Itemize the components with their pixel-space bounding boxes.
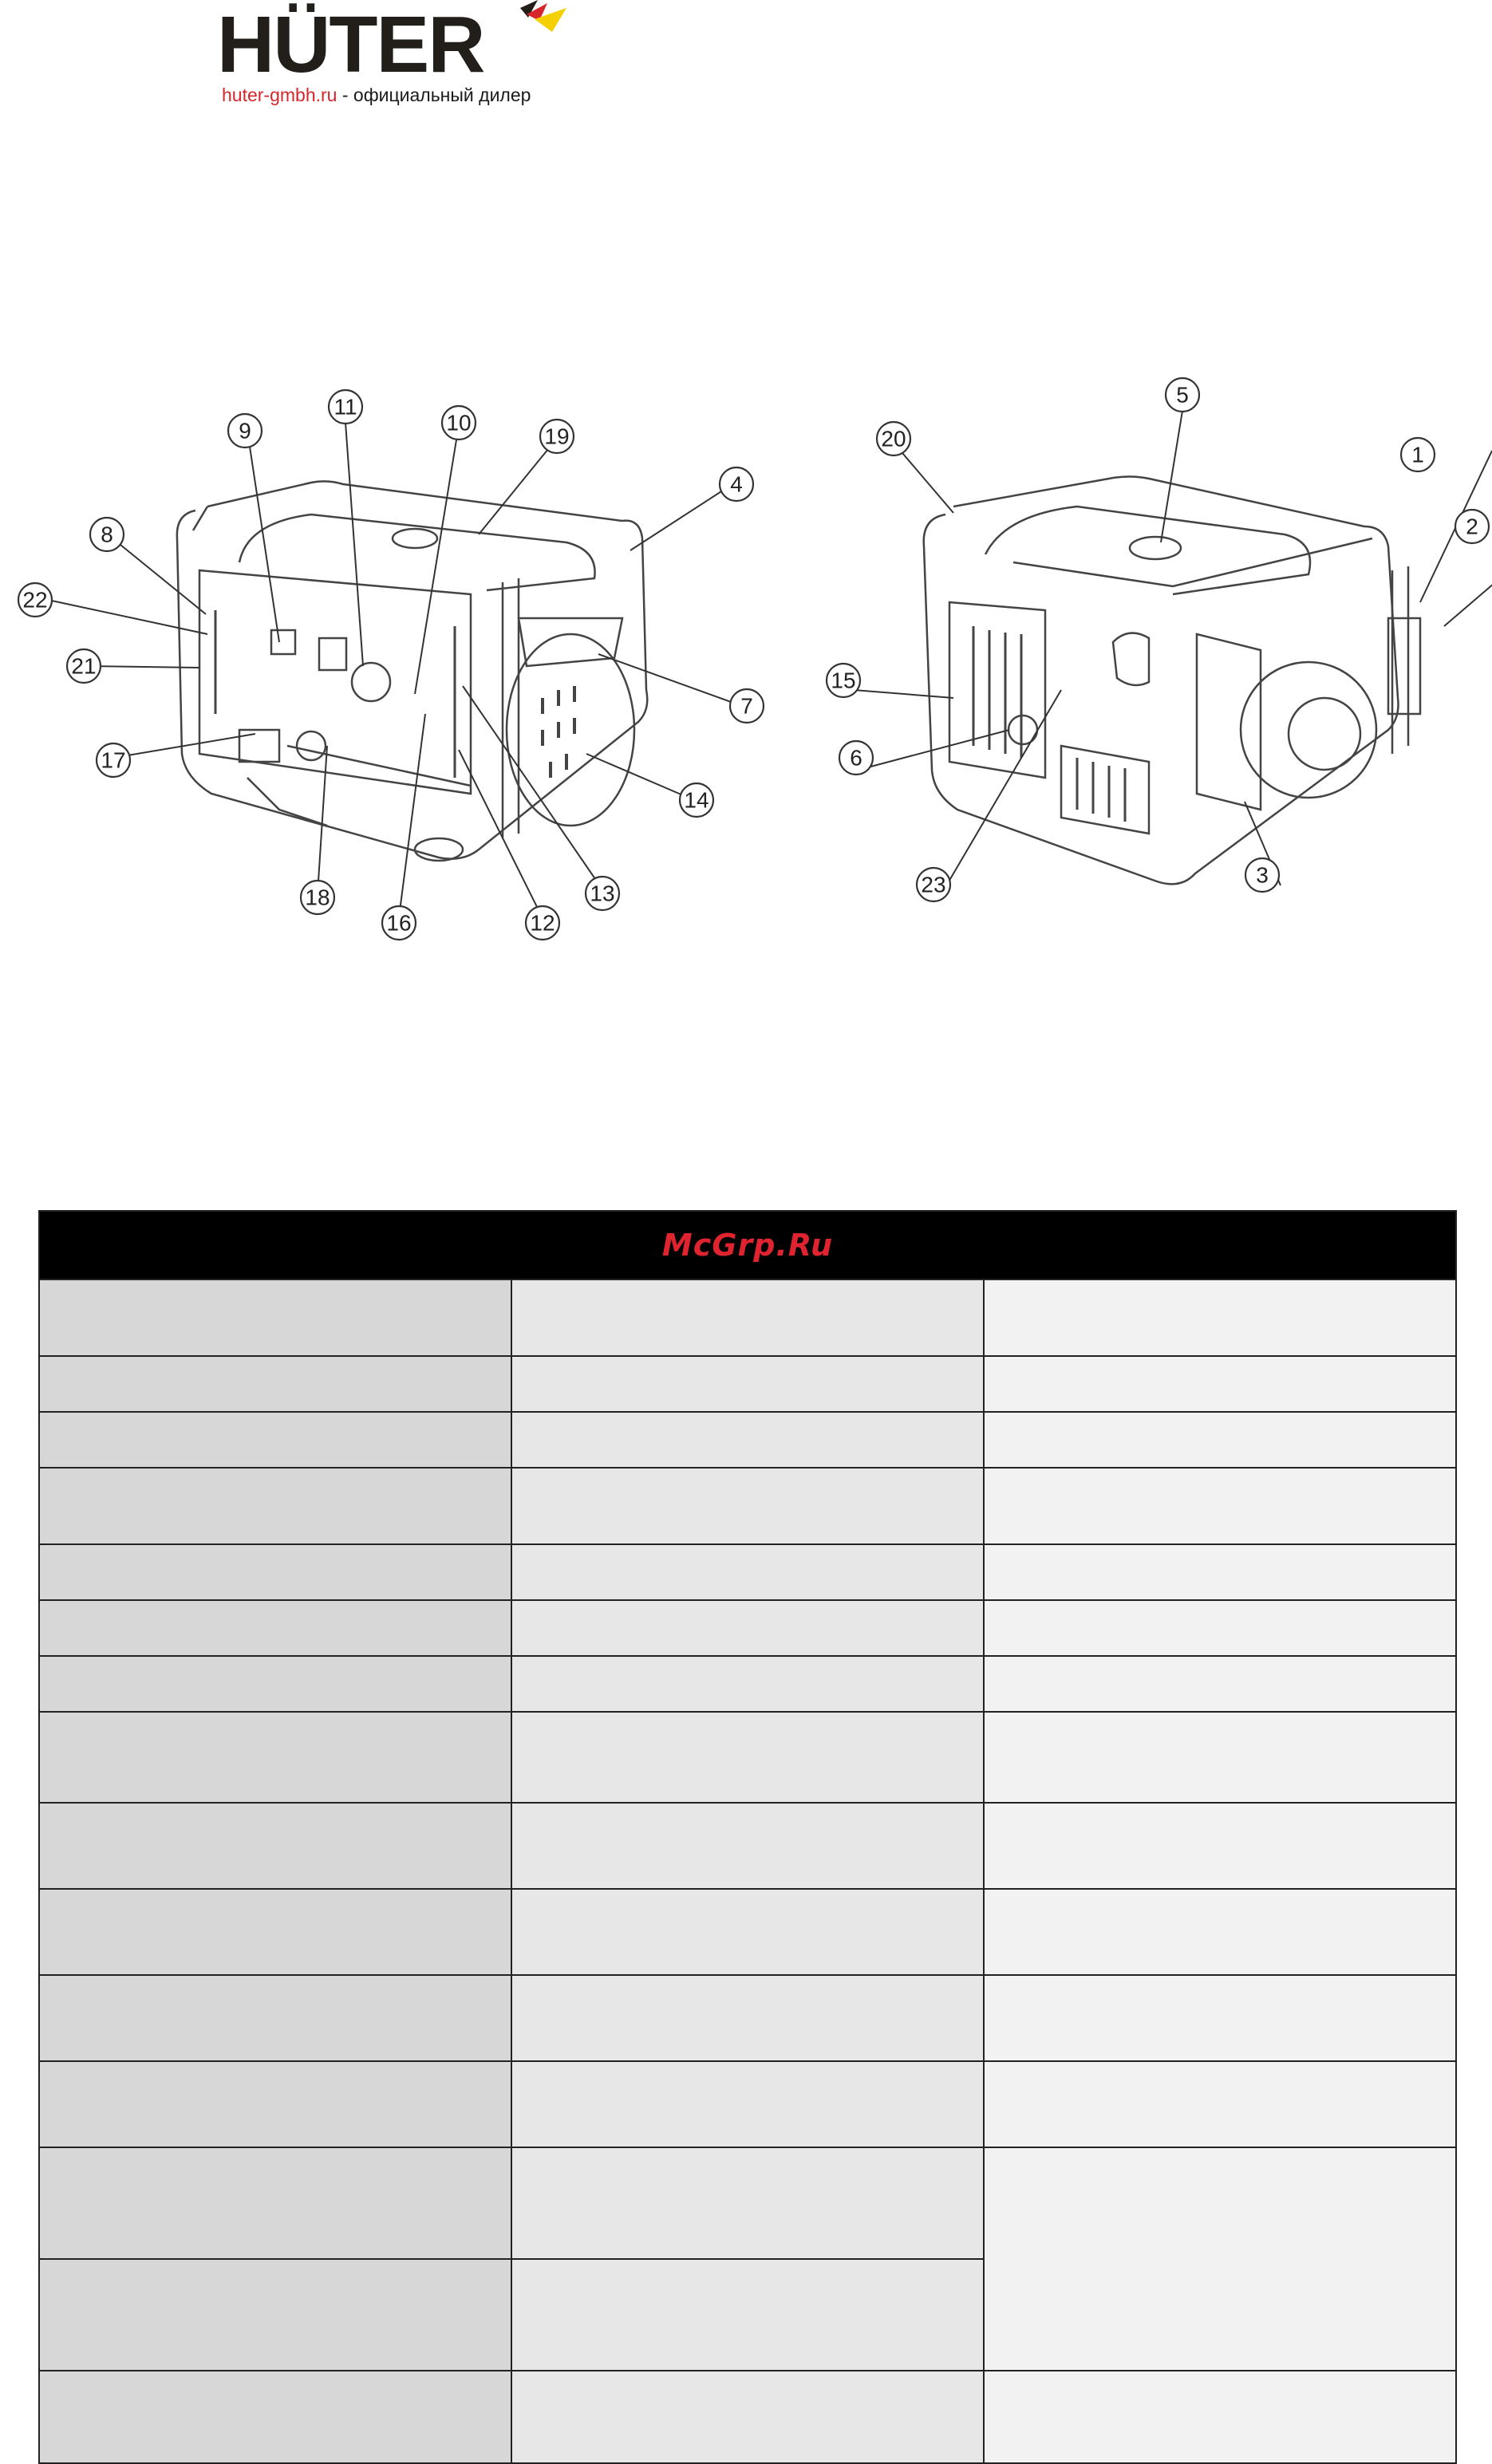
- svg-text:3: 3: [1256, 862, 1269, 888]
- logo-tagline: [222, 85, 531, 106]
- svg-text:4: 4: [730, 471, 743, 497]
- parts-table: [38, 1210, 1457, 2464]
- table-row: [39, 2371, 1456, 2463]
- callout-16: [382, 906, 416, 940]
- callout-20: [877, 422, 910, 455]
- svg-text:23: 23: [921, 872, 946, 897]
- svg-text:16: 16: [386, 910, 412, 936]
- table-row: [39, 1803, 1456, 1889]
- svg-text:15: 15: [831, 668, 856, 693]
- table-row: [39, 2147, 1456, 2259]
- svg-text:7: 7: [740, 693, 753, 719]
- generator-front-diagram: [8, 379, 774, 953]
- callout-1: [1401, 438, 1435, 471]
- callout-10: [442, 406, 476, 440]
- table-row: [39, 2061, 1456, 2147]
- logo-flag-graphic: [488, 0, 568, 48]
- callout-13: [586, 877, 619, 910]
- watermark-text: McGrp.Ru: [661, 1228, 834, 1263]
- svg-text:13: 13: [590, 881, 615, 906]
- huter-logo: [217, 0, 568, 112]
- table-row: [39, 1544, 1456, 1600]
- svg-text:21: 21: [71, 653, 97, 679]
- callout-5: [1166, 378, 1199, 412]
- callout-23: [917, 868, 950, 901]
- logo-site-link[interactable]: huter-gmbh.ru: [222, 85, 337, 105]
- callout-9: [228, 414, 262, 447]
- callout-17: [97, 743, 130, 777]
- callout-11: [329, 390, 362, 424]
- table-row: [39, 1412, 1456, 1468]
- svg-text:11: 11: [334, 394, 357, 420]
- svg-text:5: 5: [1176, 382, 1189, 408]
- svg-text:1: 1: [1411, 442, 1424, 467]
- svg-text:19: 19: [544, 424, 570, 449]
- callout-22: [18, 583, 52, 617]
- table-row: [39, 1279, 1456, 1356]
- callout-14: [680, 783, 713, 817]
- svg-text:2: 2: [1466, 514, 1478, 539]
- svg-text:17: 17: [101, 747, 126, 773]
- table-header: [39, 1211, 1456, 1279]
- svg-text:10: 10: [446, 410, 472, 436]
- callout-3: [1245, 858, 1279, 892]
- svg-text:6: 6: [850, 745, 862, 771]
- table-row: [39, 1468, 1456, 1544]
- callout-18: [301, 881, 334, 914]
- table-row: [39, 1600, 1456, 1656]
- callout-21: [67, 649, 101, 683]
- front-leader-lines: [48, 423, 742, 918]
- svg-text:18: 18: [305, 885, 330, 910]
- table-row: [39, 1712, 1456, 1803]
- generator-rear-drawing: [924, 477, 1420, 885]
- callout-12: [526, 906, 559, 940]
- logo-dealer-text: - официальный дилер: [337, 85, 531, 105]
- svg-text:20: 20: [881, 426, 906, 451]
- svg-text:12: 12: [530, 910, 555, 936]
- table-row: [39, 1889, 1456, 1975]
- callout-15: [827, 664, 860, 697]
- table-row: [39, 1975, 1456, 2061]
- svg-text:8: 8: [101, 522, 113, 547]
- svg-text:9: 9: [239, 418, 251, 444]
- table-row: [39, 1656, 1456, 1712]
- callout-8: [90, 518, 124, 551]
- table-header-row: [39, 1211, 1456, 1279]
- callout-4: [720, 467, 753, 501]
- svg-text:14: 14: [684, 787, 709, 813]
- logo-wordmark: HÜTER: [217, 0, 484, 89]
- generator-front-drawing: [177, 481, 647, 861]
- generator-rear-diagram: [814, 363, 1492, 921]
- callout-6: [839, 741, 873, 775]
- callout-2: [1455, 510, 1489, 543]
- callout-19: [540, 420, 574, 453]
- table-row: [39, 1356, 1456, 1412]
- svg-text:22: 22: [22, 587, 48, 613]
- callout-7: [730, 689, 764, 723]
